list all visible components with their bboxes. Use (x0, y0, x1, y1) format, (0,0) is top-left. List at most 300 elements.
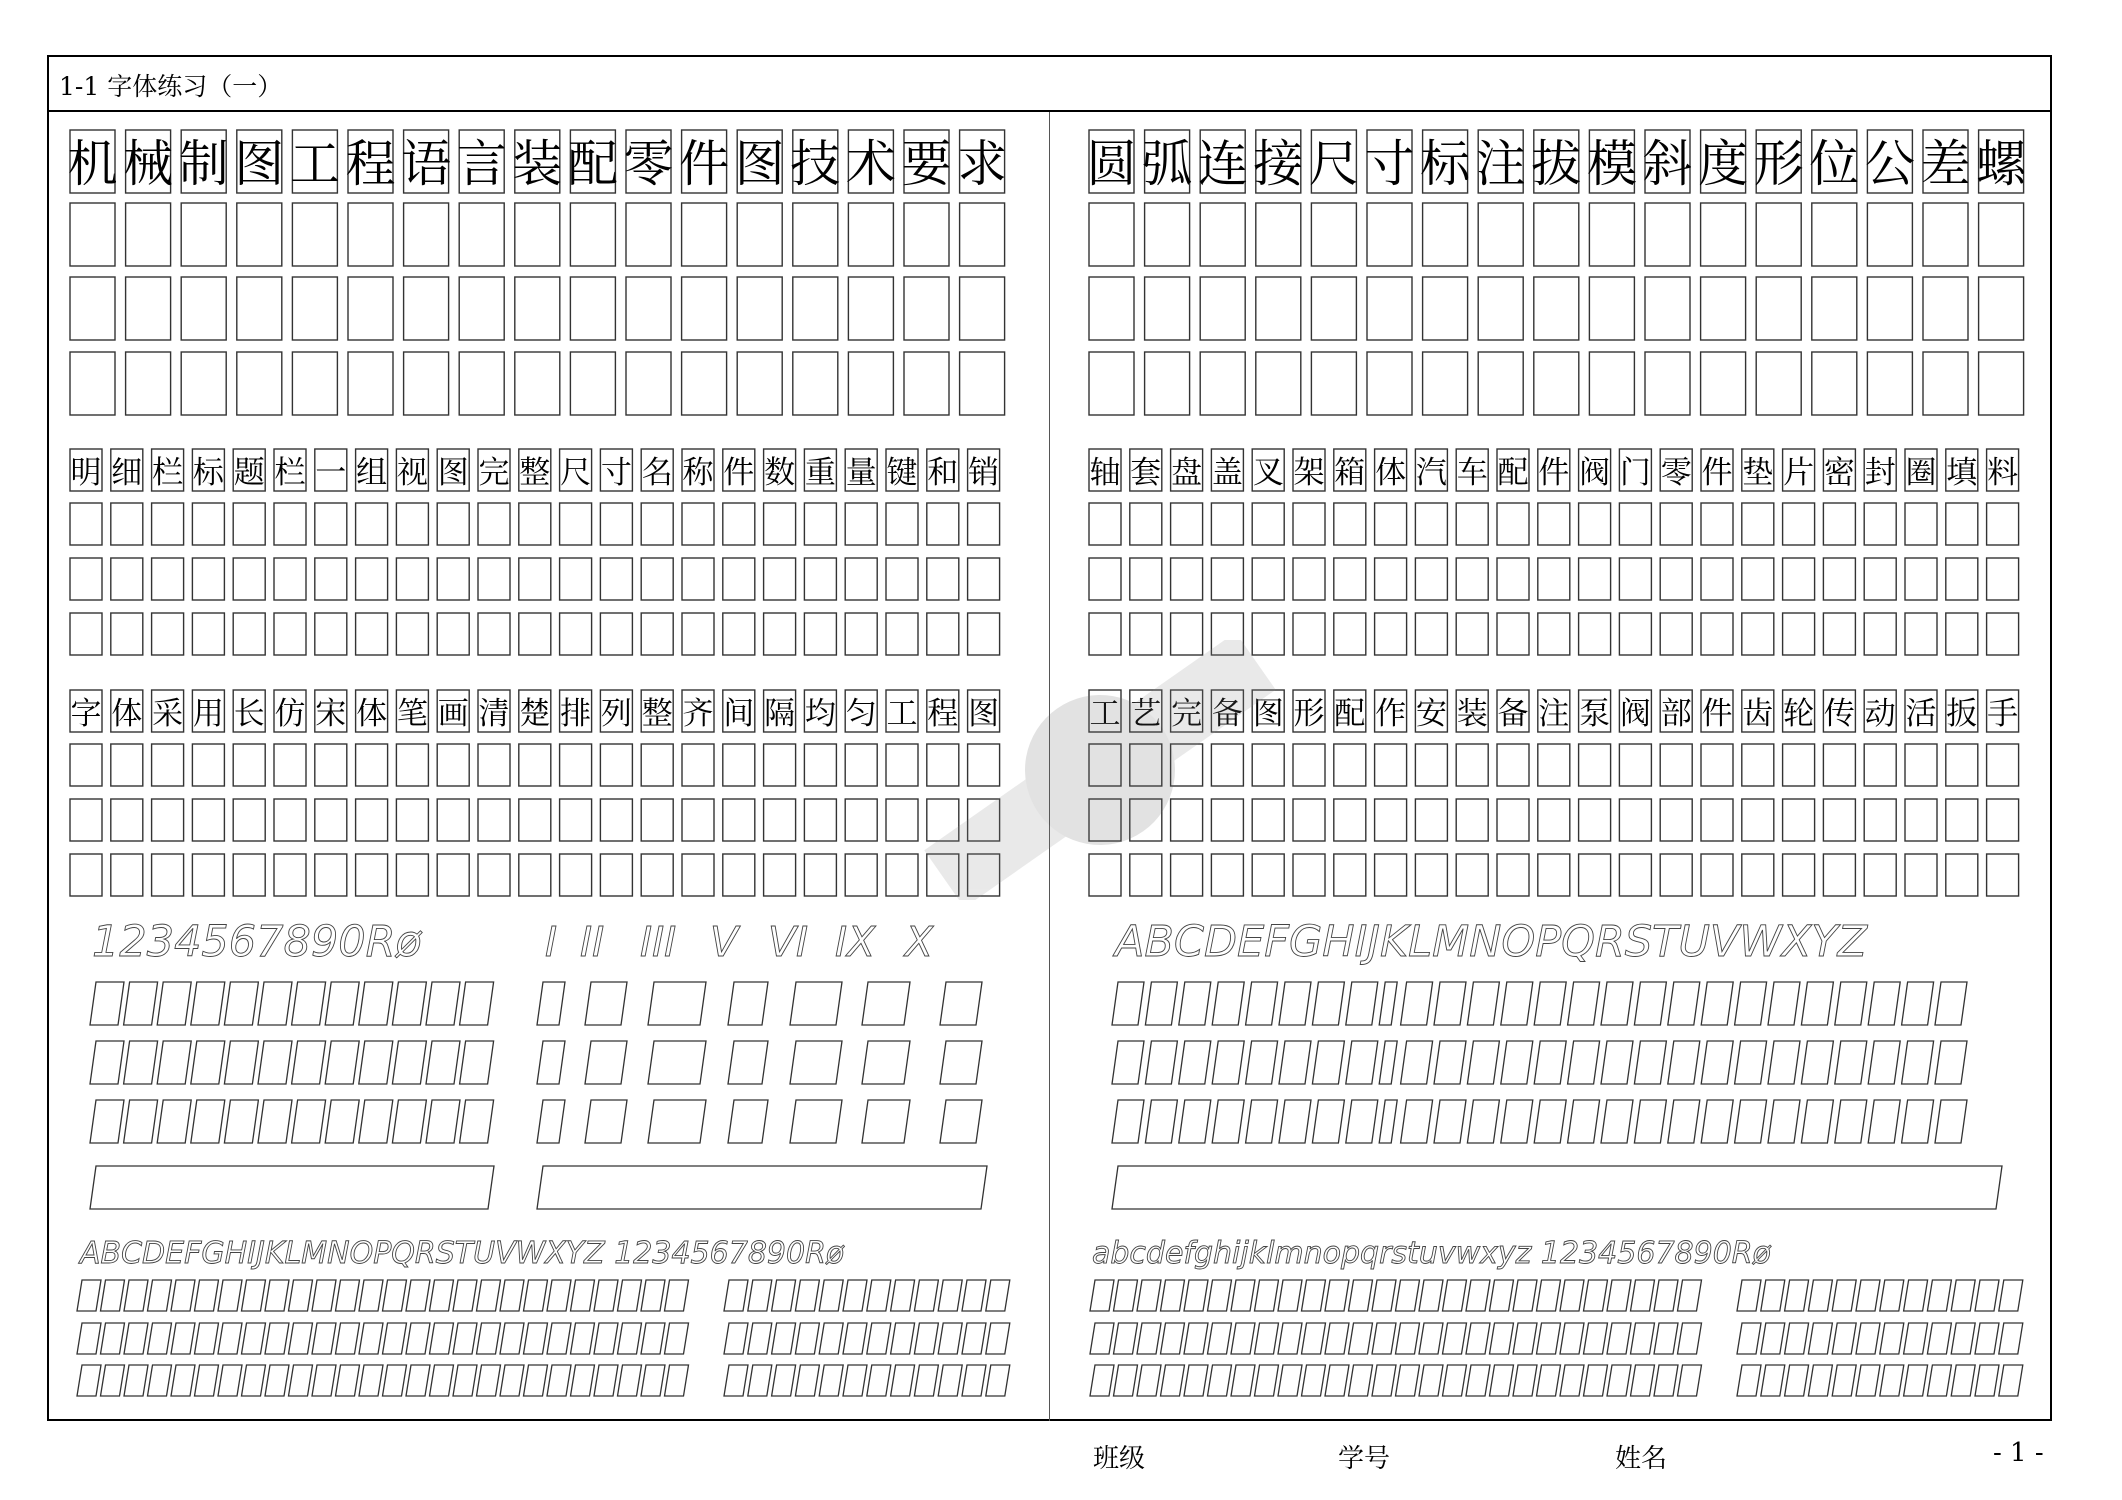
small-practice-cell (101, 1323, 125, 1354)
left-medium-1-blank-cell (968, 503, 1000, 545)
left-medium-2-blank-cell (396, 854, 428, 896)
left-medium-1-blank-cell (682, 558, 714, 600)
roman-practice-cell (790, 982, 842, 1025)
small-practice-cell (772, 1365, 796, 1396)
small-practice-cell (1396, 1323, 1420, 1354)
digit-practice-cell (224, 982, 258, 1025)
left-medium-1-blank-cell (478, 503, 510, 545)
small-practice-cell (171, 1280, 195, 1311)
small-practice-cell (748, 1323, 772, 1354)
digit-practice-cell (325, 1100, 359, 1143)
small-practice-cell (1208, 1365, 1232, 1396)
right-medium-2-char: 备 (1497, 696, 1529, 732)
right-large-char: 连 (1197, 135, 1248, 193)
roman-practice-cell (585, 1100, 627, 1143)
uppercase-practice-cell (1501, 1041, 1533, 1084)
left-medium-2-char: 体 (111, 696, 143, 732)
left-large-blank-cell (459, 277, 504, 340)
left-medium-2-blank-cell (192, 854, 224, 896)
left-medium-2-blank-cell (927, 854, 959, 896)
left-large-char: 件 (679, 135, 730, 193)
uppercase-practice-cell (1467, 982, 1499, 1025)
uppercase-practice-cell (1701, 982, 1733, 1025)
left-large-blank-cell (626, 352, 671, 415)
right-medium-2-blank-cell (1415, 744, 1447, 786)
roman-practice-cell (790, 1100, 842, 1143)
right-medium-2-char: 配 (1334, 696, 1366, 732)
left-medium-2-blank-cell (968, 799, 1000, 841)
small-practice-cell (1904, 1323, 1928, 1354)
right-medium-1-blank-cell (1456, 503, 1488, 545)
right-medium-2-char: 传 (1823, 696, 1855, 732)
left-medium-2-blank-cell (356, 854, 388, 896)
left-medium-2-blank-cell (111, 799, 143, 841)
right-large-blank-cell (1200, 277, 1245, 340)
digits-sample: 1234567890Rø (92, 917, 422, 967)
right-large-blank-cell (1478, 203, 1523, 266)
right-medium-2-blank-cell (1823, 854, 1855, 896)
small-practice-cell (477, 1365, 501, 1396)
small-practice-cell (1443, 1280, 1467, 1311)
right-medium-1-blank-cell (1415, 503, 1447, 545)
uppercase-practice-cell (1145, 982, 1177, 1025)
small-practice-cell (336, 1280, 360, 1311)
left-medium-2-blank-cell (152, 854, 184, 896)
roman-numeral: IX (835, 918, 876, 966)
small-practice-cell (665, 1323, 689, 1354)
uppercase-practice-cell (1634, 1041, 1666, 1084)
mixed-upper-sample: ABCDEFGHIJKLMNOPQRSTUVWXYZ 1234567890Rø (80, 1236, 845, 1271)
left-medium-2-char: 均 (804, 696, 836, 732)
left-large-char: 制 (178, 135, 229, 193)
roman-practice-cell (862, 1100, 910, 1143)
uppercase-practice-cell (1246, 1100, 1278, 1143)
small-practice-cell (547, 1280, 571, 1311)
left-large-blank-cell (70, 277, 115, 340)
left-medium-1-blank-cell (886, 613, 918, 655)
right-medium-2-blank-cell (1171, 854, 1203, 896)
small-practice-cell (524, 1280, 548, 1311)
small-practice-cell (938, 1323, 962, 1354)
left-medium-2-blank-cell (560, 854, 592, 896)
right-medium-2-blank-cell (1701, 799, 1733, 841)
right-large-blank-cell (1478, 277, 1523, 340)
right-medium-2-blank-cell (1783, 799, 1815, 841)
uppercase-practice-cell (1279, 1041, 1311, 1084)
right-medium-2-blank-cell (1946, 744, 1978, 786)
uppercase-practice-cell (1379, 1100, 1397, 1143)
left-large-blank-cell (960, 203, 1005, 266)
left-large-blank-cell (70, 352, 115, 415)
right-large-blank-cell (1145, 203, 1190, 266)
left-large-blank-cell (404, 352, 449, 415)
right-medium-2-blank-cell (1456, 799, 1488, 841)
right-medium-2-blank-cell (1987, 854, 2019, 896)
roman-practice-cell (728, 982, 768, 1025)
uppercase-practice-cell (1801, 1041, 1833, 1084)
small-practice-cell (195, 1323, 219, 1354)
right-medium-2-blank-cell (1130, 744, 1162, 786)
left-large-blank-cell (848, 203, 893, 266)
small-practice-cell (1832, 1323, 1856, 1354)
right-medium-1-blank-cell (1946, 613, 1978, 655)
right-medium-2-blank-cell (1334, 854, 1366, 896)
left-large-char: 装 (512, 135, 563, 193)
small-practice-cell (1560, 1365, 1584, 1396)
left-medium-1-blank-cell (478, 613, 510, 655)
uppercase-practice-cell (1179, 982, 1211, 1025)
left-medium-1-blank-cell (192, 613, 224, 655)
left-large-blank-cell (237, 352, 282, 415)
right-medium-2-blank-cell (1905, 799, 1937, 841)
left-medium-1-blank-cell (764, 613, 796, 655)
left-large-char: 图 (234, 135, 285, 193)
uppercase-practice-cell (1568, 982, 1600, 1025)
left-large-blank-cell (793, 352, 838, 415)
small-practice-cell (148, 1323, 172, 1354)
left-medium-2-blank-cell (356, 799, 388, 841)
right-medium-1-blank-cell (1497, 503, 1529, 545)
left-medium-2-char: 匀 (845, 696, 877, 732)
digit-practice-cell (292, 1100, 326, 1143)
right-large-char: 公 (1864, 135, 1915, 193)
left-medium-2-blank-cell (315, 854, 347, 896)
right-large-char: 寸 (1364, 135, 1415, 193)
left-medium-1-blank-cell (845, 558, 877, 600)
uppercase-practice-cell (1145, 1041, 1177, 1084)
small-practice-cell (124, 1280, 148, 1311)
left-medium-2-char: 楚 (519, 696, 551, 732)
small-practice-cell (1161, 1323, 1185, 1354)
right-medium-2-blank-cell (1497, 854, 1529, 896)
left-medium-1-blank-cell (274, 503, 306, 545)
left-medium-1-char: 名 (641, 455, 673, 491)
right-medium-1-blank-cell (1619, 503, 1651, 545)
left-medium-2-blank-cell (152, 744, 184, 786)
uppercase-practice-cell (1735, 982, 1767, 1025)
left-medium-1-blank-cell (478, 558, 510, 600)
small-practice-cell (1184, 1323, 1208, 1354)
right-medium-1-blank-cell (1089, 613, 1121, 655)
digit-practice-cell (359, 1100, 393, 1143)
left-medium-2-blank-cell (804, 744, 836, 786)
right-medium-1-blank-cell (1211, 613, 1243, 655)
small-practice-cell (1737, 1323, 1761, 1354)
small-practice-cell (1631, 1323, 1655, 1354)
small-practice-cell (1278, 1280, 1302, 1311)
small-practice-cell (1951, 1323, 1975, 1354)
right-large-blank-cell (1089, 203, 1134, 266)
left-medium-1-blank-cell (356, 503, 388, 545)
right-medium-1-blank-cell (1783, 558, 1815, 600)
left-medium-2-char: 画 (437, 696, 469, 732)
small-practice-cell (1537, 1323, 1561, 1354)
right-medium-1-blank-cell (1579, 613, 1611, 655)
small-practice-cell (748, 1280, 772, 1311)
small-practice-cell (986, 1280, 1010, 1311)
left-large-blank-cell (515, 277, 560, 340)
left-large-blank-cell (292, 203, 337, 266)
small-practice-cell (265, 1280, 289, 1311)
right-medium-1-blank-cell (1456, 558, 1488, 600)
digit-practice-cell (359, 1041, 393, 1084)
left-medium-1-blank-cell (70, 613, 102, 655)
digit-practice-cell (157, 982, 191, 1025)
right-medium-1-blank-cell (1701, 613, 1733, 655)
right-large-char: 拔 (1531, 135, 1582, 193)
right-medium-2-blank-cell (1252, 854, 1284, 896)
right-medium-2-blank-cell (1946, 799, 1978, 841)
uppercase-practice-cell (1467, 1041, 1499, 1084)
right-large-char: 弧 (1142, 135, 1193, 193)
left-large-blank-cell (404, 277, 449, 340)
left-large-blank-cell (570, 203, 615, 266)
small-practice-cell (1654, 1323, 1678, 1354)
right-medium-2-char: 阀 (1619, 696, 1651, 732)
right-medium-1-blank-cell (1864, 503, 1896, 545)
small-practice-cell (724, 1323, 748, 1354)
small-practice-cell (124, 1323, 148, 1354)
uppercase-practice-cell (1835, 982, 1867, 1025)
small-practice-cell (1231, 1323, 1255, 1354)
uppercase-practice-cell (1701, 1100, 1733, 1143)
right-medium-1-char: 门 (1619, 455, 1651, 491)
right-medium-1-blank-cell (1130, 503, 1162, 545)
left-large-blank-cell (515, 203, 560, 266)
small-practice-cell (1951, 1365, 1975, 1396)
right-medium-2-blank-cell (1293, 744, 1325, 786)
left-medium-1-blank-cell (682, 503, 714, 545)
right-medium-2-blank-cell (1252, 744, 1284, 786)
small-practice-cell (1184, 1365, 1208, 1396)
right-medium-1-blank-cell (1701, 503, 1733, 545)
digit-practice-cell (460, 1041, 494, 1084)
small-practice-cell (962, 1365, 986, 1396)
digit-practice-cell (426, 982, 460, 1025)
uppercase-practice-cell (1568, 1100, 1600, 1143)
left-medium-1-blank-cell (111, 558, 143, 600)
small-practice-cell (195, 1365, 219, 1396)
small-practice-cell (1856, 1365, 1880, 1396)
right-medium-1-blank-cell (1334, 503, 1366, 545)
small-practice-cell (618, 1323, 642, 1354)
digit-practice-cell (258, 1100, 292, 1143)
uppercase-practice-cell (1835, 1041, 1867, 1084)
right-medium-1-blank-cell (1293, 503, 1325, 545)
uppercase-practice-cell (1246, 982, 1278, 1025)
right-medium-1-blank-cell (1742, 613, 1774, 655)
left-large-blank-cell (292, 277, 337, 340)
right-medium-2-char: 齿 (1742, 696, 1774, 732)
right-medium-2-blank-cell (1334, 799, 1366, 841)
left-medium-2-blank-cell (845, 854, 877, 896)
roman-practice-cell (648, 982, 706, 1025)
student-id-label: 学号 (1338, 1444, 1391, 1474)
small-practice-cell (938, 1365, 962, 1396)
left-medium-2-blank-cell (682, 854, 714, 896)
uppercase-practice-cell (1801, 1100, 1833, 1143)
uppercase-practice-cell (1212, 1100, 1244, 1143)
left-medium-2-blank-cell (478, 799, 510, 841)
right-medium-1-blank-cell (1089, 558, 1121, 600)
left-large-blank-cell (848, 352, 893, 415)
right-medium-2-blank-cell (1946, 854, 1978, 896)
small-practice-cell (1349, 1323, 1373, 1354)
roman-practice-cell (648, 1100, 706, 1143)
right-medium-2-blank-cell (1415, 799, 1447, 841)
left-medium-1-blank-cell (927, 613, 959, 655)
left-large-blank-cell (181, 203, 226, 266)
roman-numeral: V (710, 918, 739, 966)
small-practice-cell (383, 1280, 407, 1311)
small-practice-cell (1808, 1280, 1832, 1311)
left-medium-1-char: 栏 (274, 455, 306, 491)
left-medium-1-blank-cell (152, 613, 184, 655)
small-practice-cell (867, 1365, 891, 1396)
small-practice-cell (1090, 1365, 1114, 1396)
right-medium-2-char: 扳 (1946, 696, 1978, 732)
left-large-char: 程 (345, 135, 396, 193)
digit-practice-cell (191, 1041, 225, 1084)
small-practice-cell (618, 1365, 642, 1396)
right-large-blank-cell (1756, 277, 1801, 340)
left-medium-2-blank-cell (845, 744, 877, 786)
small-practice-cell (641, 1323, 665, 1354)
right-medium-1-blank-cell (1538, 558, 1570, 600)
roman-practice-line (537, 1166, 987, 1209)
right-large-blank-cell (1534, 352, 1579, 415)
small-practice-cell (1584, 1280, 1608, 1311)
left-medium-1-blank-cell (641, 558, 673, 600)
small-practice-cell (819, 1323, 843, 1354)
right-medium-2-blank-cell (1579, 799, 1611, 841)
left-large-blank-cell (237, 203, 282, 266)
right-large-char: 尺 (1308, 135, 1359, 193)
roman-practice-cell (648, 1041, 706, 1084)
right-medium-1-blank-cell (1538, 503, 1570, 545)
left-medium-1-blank-cell (845, 503, 877, 545)
digit-practice-cell (258, 982, 292, 1025)
left-medium-2-blank-cell (437, 799, 469, 841)
small-practice-cell (962, 1280, 986, 1311)
uppercase-practice-cell (1668, 982, 1700, 1025)
small-practice-cell (336, 1323, 360, 1354)
uppercase-practice-cell (1534, 1041, 1566, 1084)
right-large-blank-cell (1534, 277, 1579, 340)
small-practice-cell (124, 1365, 148, 1396)
right-medium-1-char: 件 (1701, 455, 1733, 491)
small-practice-cell (1832, 1365, 1856, 1396)
right-large-blank-cell (1812, 352, 1857, 415)
small-practice-cell (1927, 1365, 1951, 1396)
left-medium-1-blank-cell (396, 613, 428, 655)
right-large-blank-cell (1979, 203, 2024, 266)
right-medium-1-blank-cell (1538, 613, 1570, 655)
left-large-char: 零 (623, 135, 674, 193)
digit-practice-cell (191, 1100, 225, 1143)
right-large-blank-cell (1701, 277, 1746, 340)
page-number: - 1 - (1993, 1438, 2044, 1468)
left-large-char: 图 (734, 135, 785, 193)
digit-practice-cell (359, 982, 393, 1025)
right-medium-2-char: 泵 (1579, 696, 1611, 732)
right-medium-1-char: 架 (1293, 455, 1325, 491)
small-practice-cell (1302, 1280, 1326, 1311)
right-medium-1-char: 配 (1497, 455, 1529, 491)
small-practice-cell (772, 1323, 796, 1354)
small-practice-cell (819, 1280, 843, 1311)
small-practice-cell (1396, 1280, 1420, 1311)
small-practice-cell (1161, 1280, 1185, 1311)
right-medium-1-char: 轴 (1089, 455, 1121, 491)
small-practice-cell (1255, 1365, 1279, 1396)
uppercase-sample: ABCDEFGHIJKLMNOPQRSTUVWXYZ (1115, 917, 1868, 967)
roman-practice-cell (790, 1041, 842, 1084)
left-large-blank-cell (348, 352, 393, 415)
left-medium-2-blank-cell (478, 744, 510, 786)
left-medium-1-blank-cell (804, 558, 836, 600)
small-practice-cell (1302, 1323, 1326, 1354)
small-practice-cell (1443, 1323, 1467, 1354)
right-medium-1-blank-cell (1130, 558, 1162, 600)
right-large-blank-cell (1979, 352, 2024, 415)
right-medium-1-char: 垫 (1742, 455, 1774, 491)
uppercase-practice-cell (1601, 982, 1633, 1025)
left-medium-1-char: 和 (927, 455, 959, 491)
left-medium-2-char: 仿 (274, 696, 306, 732)
right-medium-1-char: 零 (1660, 455, 1692, 491)
left-large-blank-cell (904, 352, 949, 415)
right-medium-1-blank-cell (1701, 558, 1733, 600)
left-large-blank-cell (348, 277, 393, 340)
small-practice-cell (1325, 1365, 1349, 1396)
digit-practice-cell (90, 1100, 124, 1143)
digit-practice-cell (392, 1100, 426, 1143)
small-practice-cell (1927, 1323, 1951, 1354)
left-medium-1-blank-cell (233, 558, 265, 600)
left-large-blank-cell (292, 352, 337, 415)
small-practice-cell (1584, 1365, 1608, 1396)
left-medium-2-char: 笔 (396, 696, 428, 732)
right-medium-2-blank-cell (1579, 744, 1611, 786)
digit-practice-cell (124, 1041, 158, 1084)
left-medium-1-blank-cell (519, 558, 551, 600)
right-medium-1-char: 圈 (1905, 455, 1937, 491)
small-practice-cell (1513, 1365, 1537, 1396)
roman-numeral: X (905, 918, 934, 966)
small-practice-cell (1278, 1365, 1302, 1396)
small-practice-cell (1999, 1280, 2023, 1311)
right-medium-1-blank-cell (1293, 613, 1325, 655)
right-large-char: 注 (1475, 135, 1526, 193)
right-medium-1-blank-cell (1171, 613, 1203, 655)
right-medium-1-blank-cell (1619, 613, 1651, 655)
uppercase-practice-cell (1401, 982, 1433, 1025)
small-practice-cell (819, 1365, 843, 1396)
left-medium-1-blank-cell (927, 558, 959, 600)
small-practice-cell (1785, 1323, 1809, 1354)
digit-practice-cell (157, 1041, 191, 1084)
digit-practice-line (90, 1166, 494, 1209)
small-practice-cell (406, 1280, 430, 1311)
left-medium-2-blank-cell (192, 744, 224, 786)
right-medium-1-blank-cell (1334, 558, 1366, 600)
small-practice-cell (594, 1365, 618, 1396)
digit-practice-cell (191, 982, 225, 1025)
left-medium-2-blank-cell (233, 799, 265, 841)
uppercase-practice-cell (1401, 1100, 1433, 1143)
small-practice-cell (1607, 1280, 1631, 1311)
